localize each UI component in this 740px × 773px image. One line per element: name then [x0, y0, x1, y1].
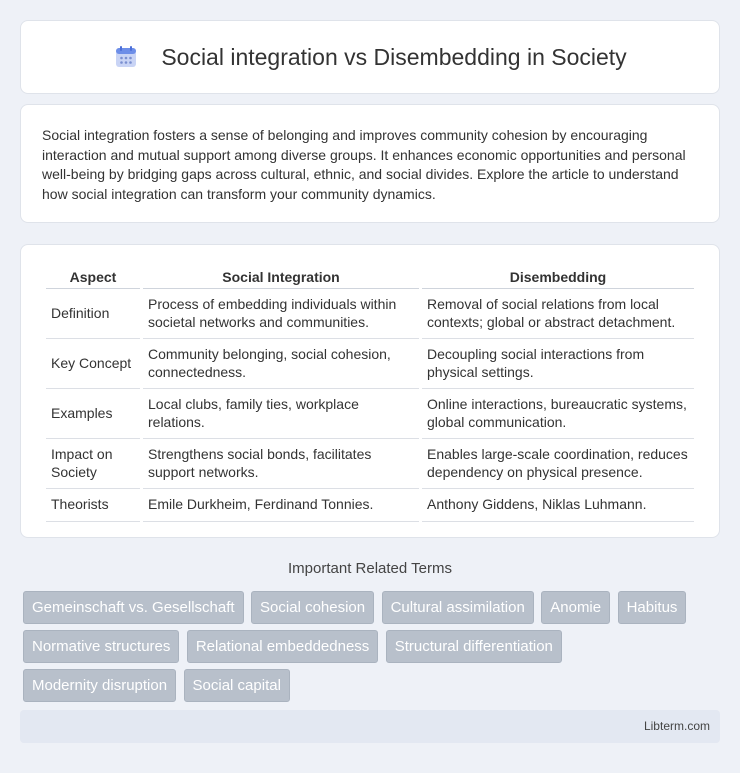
row-disembedding: Decoupling social interactions from physical settings.	[422, 339, 694, 389]
row-disembedding: Removal of social relations from local contexts; global or abstract detachment.	[422, 289, 694, 339]
table-row	[46, 489, 694, 522]
page-title-text: Social integration vs Disembedding in Society	[161, 43, 627, 70]
footer-brand-link[interactable]: Libterm.com	[643, 719, 710, 733]
row-integration: Strengthens social bonds, facilitates support networks.	[143, 439, 419, 489]
row-integration: Emile Durkheim, Ferdinand Tonnies.	[143, 489, 419, 522]
header-social-integration: Social Integration	[143, 265, 419, 289]
page-title	[113, 44, 626, 71]
header-aspect: Aspect	[46, 265, 140, 289]
row-disembedding: Anthony Giddens, Niklas Luhmann.	[422, 489, 694, 522]
table-row	[46, 289, 694, 339]
row-disembedding: Online interactions, bureaucratic systems, global communication.	[422, 389, 694, 439]
intro-card	[20, 104, 720, 223]
calendar-icon	[113, 44, 139, 70]
related-term-tag[interactable]: Anomie	[541, 591, 610, 624]
header-disembedding: Disembedding	[422, 265, 694, 289]
related-term-tag[interactable]: Relational embeddedness	[187, 630, 378, 663]
related-term-tag[interactable]: Cultural assimilation	[382, 591, 534, 624]
comparison-table-card	[20, 244, 720, 538]
related-term-tag[interactable]: Gemeinschaft vs. Gesellschaft	[23, 591, 244, 624]
related-term-tag[interactable]: Habitus	[618, 591, 687, 624]
comparison-table	[43, 265, 697, 522]
row-aspect: Definition	[46, 289, 140, 339]
row-integration: Process of embedding individuals within societal networks and communities.	[143, 289, 419, 339]
row-integration: Community belonging, social cohesion, connectedness.	[143, 339, 419, 389]
related-terms-title: Important Related Terms	[288, 560, 452, 577]
table-header-row	[46, 265, 694, 289]
table-row	[46, 389, 694, 439]
row-aspect: Theorists	[46, 489, 140, 522]
related-term-tag[interactable]: Social cohesion	[251, 591, 374, 624]
related-terms-tags	[23, 591, 723, 708]
related-term-tag[interactable]: Modernity disruption	[23, 669, 176, 702]
intro-text: Social integration fosters a sense of belonging and improves community cohesion by encouraging interaction and mutual support among diverse groups. It enhances economic opportunities and personal well-being by bridging gaps across cultural, ethnic, and social divides. Explore the article to understand how social integration can transform your community dynamics.	[42, 127, 686, 202]
row-disembedding: Enables large-scale coordination, reduces dependency on physical presence.	[422, 439, 694, 489]
related-term-tag[interactable]: Structural differentiation	[386, 630, 562, 663]
title-card	[20, 20, 720, 94]
table-row	[46, 439, 694, 489]
related-term-tag[interactable]: Social capital	[184, 669, 290, 702]
row-aspect: Impact on Society	[46, 439, 140, 489]
row-integration: Local clubs, family ties, workplace relations.	[143, 389, 419, 439]
row-aspect: Examples	[46, 389, 140, 439]
table-row	[46, 339, 694, 389]
row-aspect: Key Concept	[46, 339, 140, 389]
related-term-tag[interactable]: Normative structures	[23, 630, 179, 663]
footer	[20, 710, 720, 743]
